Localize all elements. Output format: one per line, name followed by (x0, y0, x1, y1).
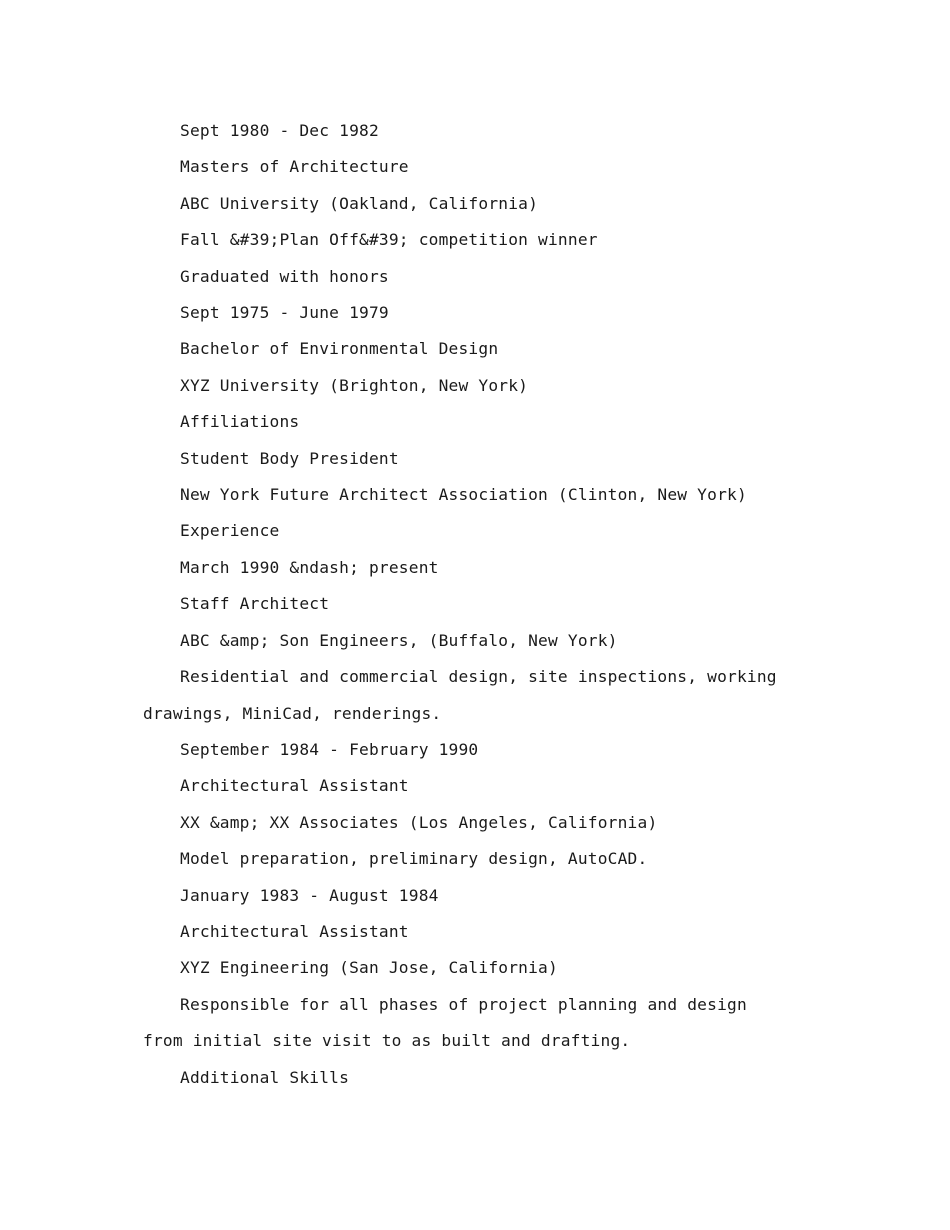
affiliation-2: New York Future Architect Association (Clinton, New York) (180, 485, 747, 505)
job-date-3: January 1983 - August 1984 (180, 885, 439, 905)
section-heading-affiliations: Affiliations (180, 412, 300, 432)
employer-3: XYZ Engineering (San Jose, California) (180, 958, 558, 978)
job-date-2: September 1984 - February 1990 (180, 739, 479, 759)
employer-1: ABC &amp; Son Engineers, (Buffalo, New York) (180, 630, 618, 650)
job-description-3: Responsible for all phases of project planning and design from initial site visit to as built and drafting. (143, 994, 747, 1051)
section-heading-additional-skills: Additional Skills (180, 1067, 350, 1087)
school-2: XYZ University (Brighton, New York) (180, 375, 529, 395)
job-description-2: Model preparation, preliminary design, AutoCAD. (180, 849, 648, 869)
education-date-1: Sept 1980 - Dec 1982 (180, 121, 379, 140)
award-1: Fall &#39;Plan Off&#39; competition winner (180, 230, 598, 250)
job-description-1: Residential and commercial design, site inspections, working drawings, MiniCad, renderings. (143, 667, 777, 723)
honor-1: Graduated with honors (180, 266, 389, 286)
job-date-1: March 1990 &ndash; present (180, 557, 439, 577)
degree-1: Masters of Architecture (180, 157, 409, 177)
section-heading-experience: Experience (180, 521, 280, 541)
job-title-3: Architectural Assistant (180, 921, 409, 941)
job-title-2: Architectural Assistant (180, 776, 409, 796)
job-title-1: Staff Architect (180, 594, 330, 614)
employer-2: XX &amp; XX Associates (Los Angeles, California) (180, 812, 658, 832)
document-page (143, 113, 783, 1096)
degree-2: Bachelor of Environmental Design (180, 339, 499, 359)
school-1: ABC University (Oakland, California) (180, 193, 539, 213)
education-date-2: Sept 1975 - June 1979 (180, 303, 389, 323)
affiliation-1: Student Body President (180, 448, 399, 468)
